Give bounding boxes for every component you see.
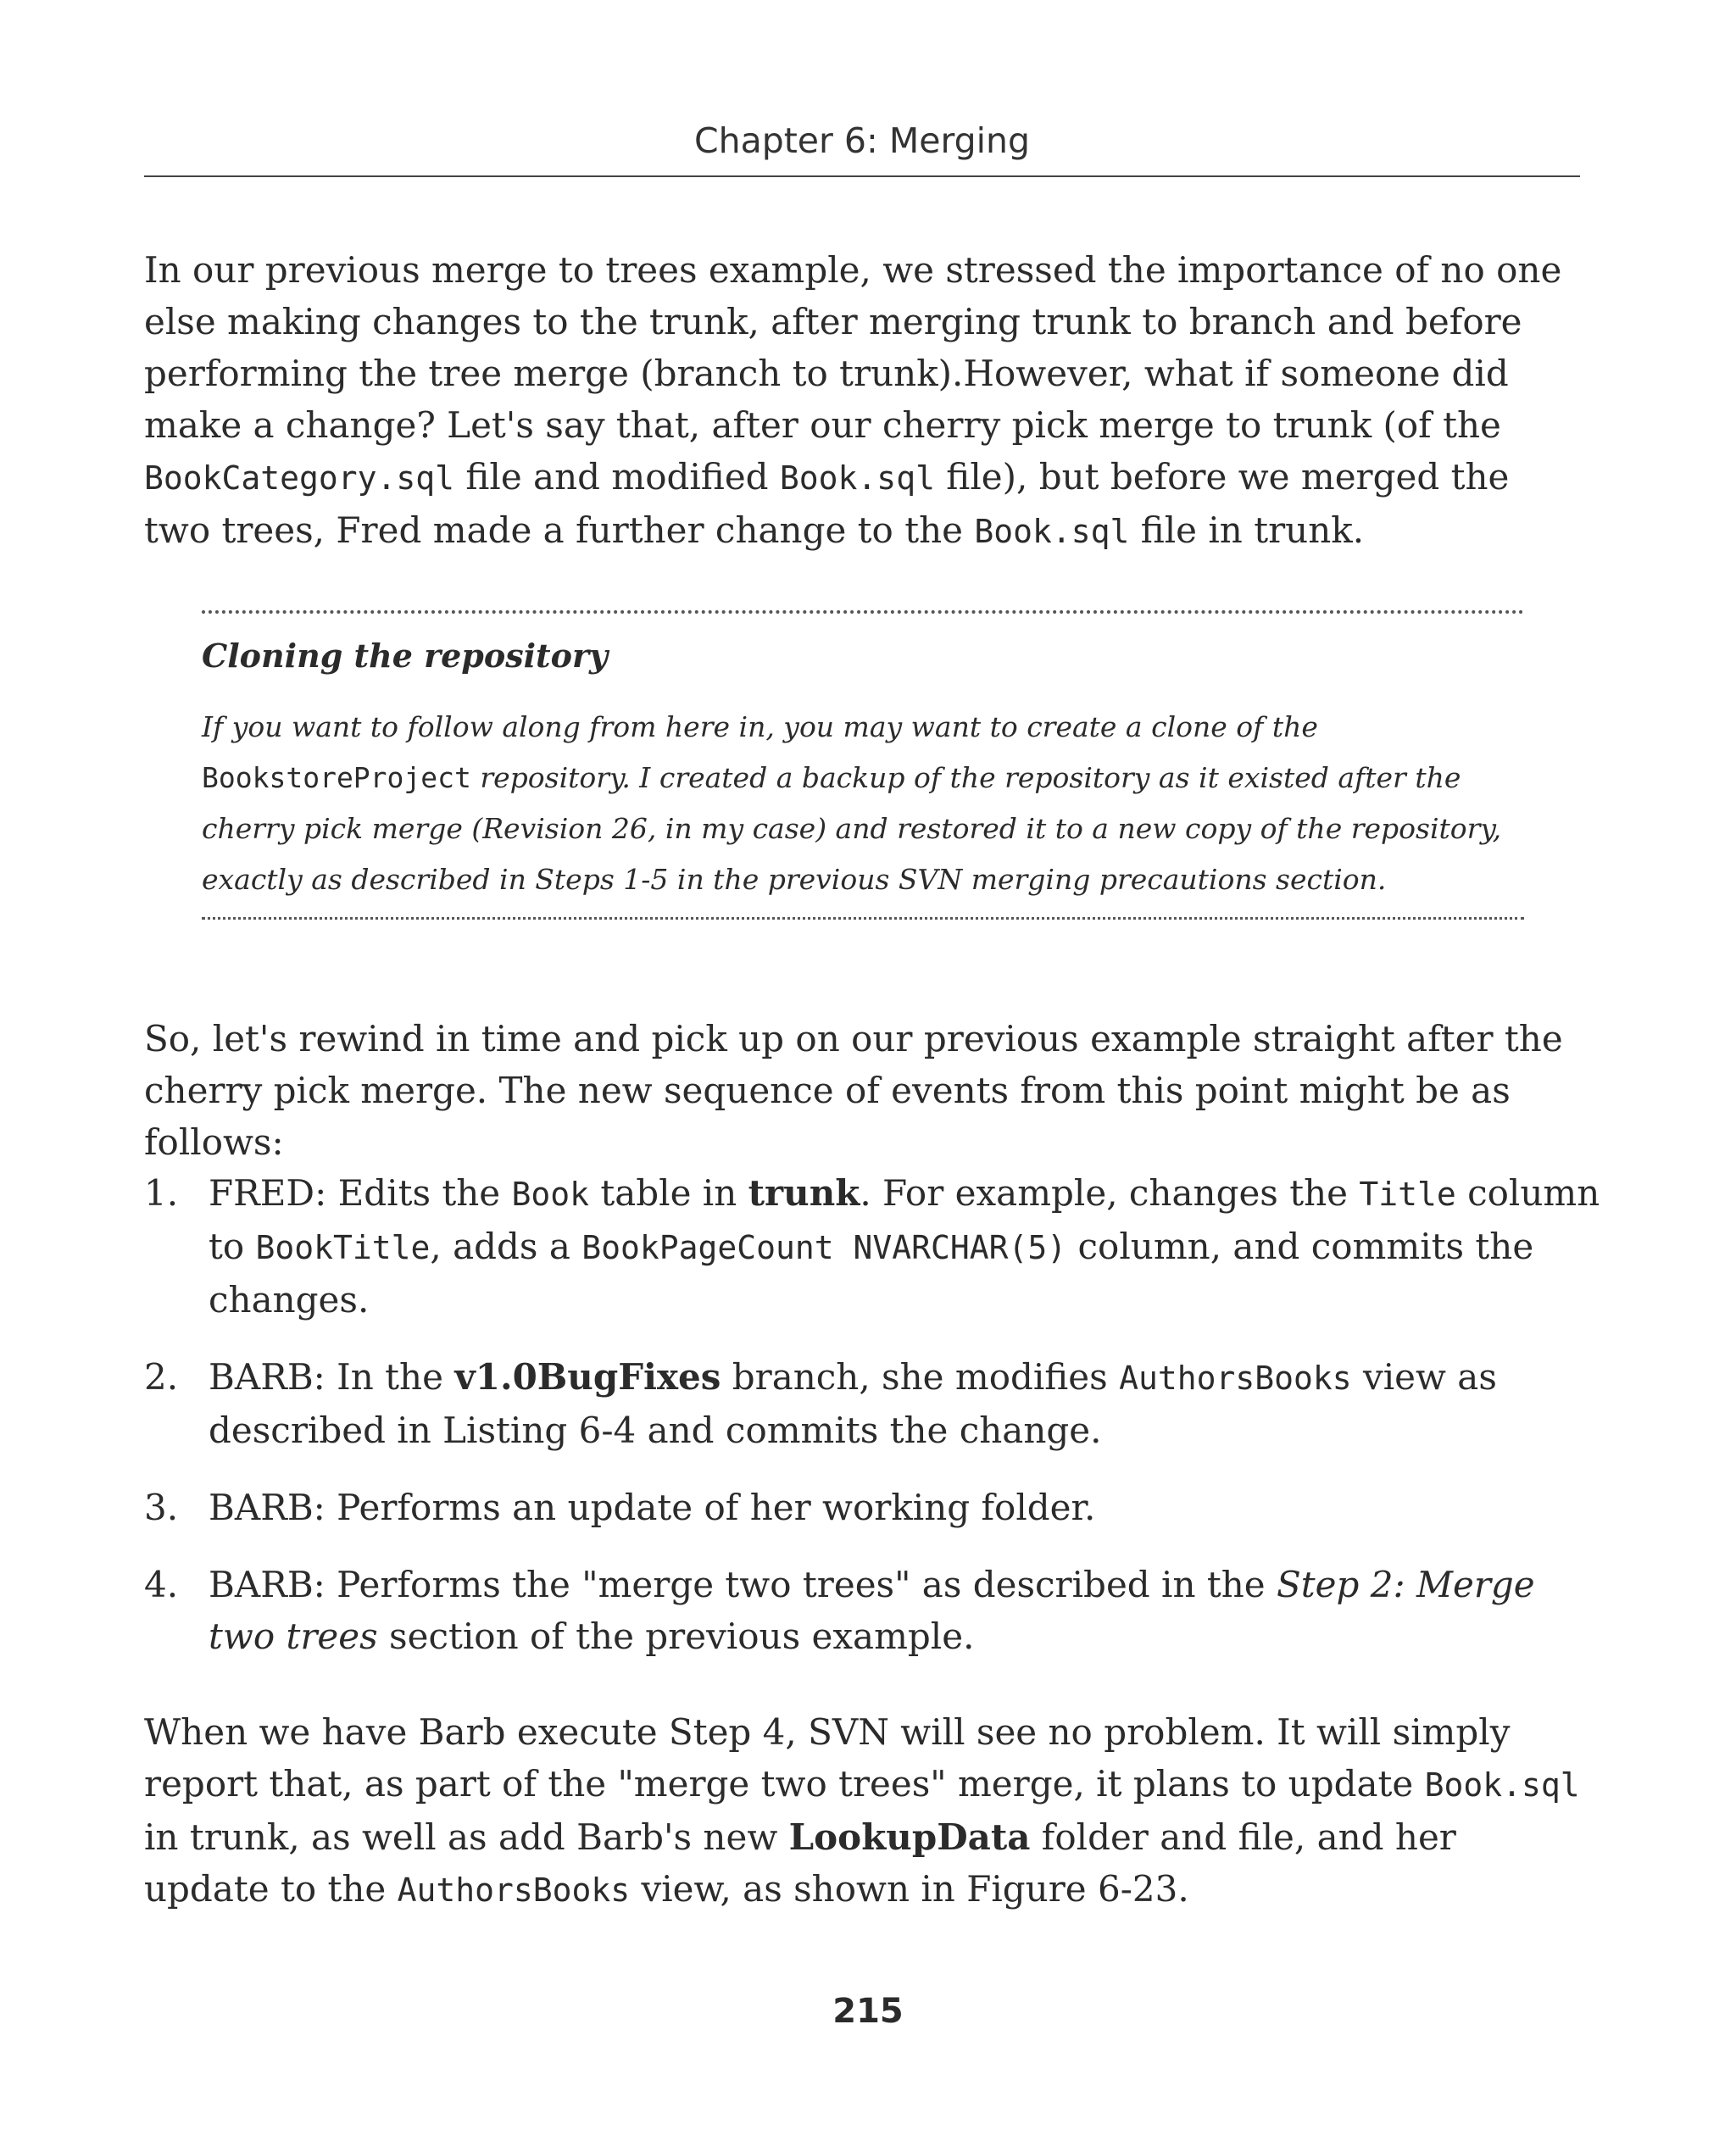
list-item: 3. BARB: Performs an update of her working folder. — [144, 1482, 1602, 1533]
note-box — [202, 610, 1524, 920]
list-number: 2. — [144, 1356, 179, 1398]
page-number: 215 — [832, 1992, 904, 2031]
event-sequence-list — [144, 1167, 1602, 1688]
list-number: 4. — [144, 1564, 179, 1605]
rewind-paragraph: So, let's rewind in time and pick up on our previous example straight after the cherry pick merge. The new sequence of events from this point might be as follows: — [144, 1018, 1563, 1163]
chapter-header: Chapter 6: Merging — [693, 120, 1031, 161]
note-top-divider — [202, 610, 1524, 614]
conclusion-paragraph: When we have Barb execute Step 4, SVN will see no problem. It will simply report that, as part of the "merge two trees" merge, it plans to update Book.sql in trunk, as well as add Barb's new LookupData folder and file, and her update to the AuthorsBooks view, as shown in Figure 6-23. — [144, 1711, 1580, 1910]
lookupdata-folder: LookupData — [788, 1816, 1031, 1858]
code-book-sql: Book.sql — [974, 513, 1130, 550]
list-number: 1. — [144, 1172, 179, 1214]
code-authorsbooks: AuthorsBooks — [397, 1871, 631, 1909]
note-body: If you want to follow along from here in, you may want to create a clone of the BookstoreProject repository. I created a backup of the repository as it existed after the cherry pick merge (Revision 26, in my case) and restored it to a new copy of the repository, exactly as described in Steps 1-5 in the previous SVN merging precautions section. — [202, 710, 1502, 896]
note-bottom-divider — [202, 917, 1524, 920]
header-rule — [144, 175, 1580, 177]
intro-paragraph: In our previous merge to trees example, we stressed the importance of no one else making changes to the trunk, after merging trunk to branch and before performing the tree merge (branch to trunk).However, what if someone did make a change? Let's say that, after our cherry pick merge to trunk (of the BookCategory.sql file and modified Book.sql file), but before we merged the two trees, Fred made a further change to the Book.sql file in trunk. — [144, 249, 1562, 551]
code-book-sql: Book.sql — [779, 459, 935, 497]
list-item: 2. BARB: In the v1.0BugFixes branch, she modifies AuthorsBooks view as described in Listing 6-4 and commits the change. — [144, 1351, 1602, 1456]
note-title: Cloning the repository — [202, 637, 609, 675]
list-number: 3. — [144, 1487, 179, 1528]
code-bookstoreproject: BookstoreProject — [202, 761, 471, 794]
code-bookcategory-sql: BookCategory.sql — [144, 459, 455, 497]
list-item: 4. BARB: Performs the "merge two trees" as described in the Step 2: Merge two trees section of the previous example. — [144, 1559, 1602, 1662]
code-book-sql: Book.sql — [1424, 1766, 1580, 1804]
list-item: 1. FRED: Edits the Book table in trunk. For example, changes the Title column to BookTitle, adds a BookPageCount NVARCHAR(5) column, and commits the changes. — [144, 1167, 1602, 1326]
